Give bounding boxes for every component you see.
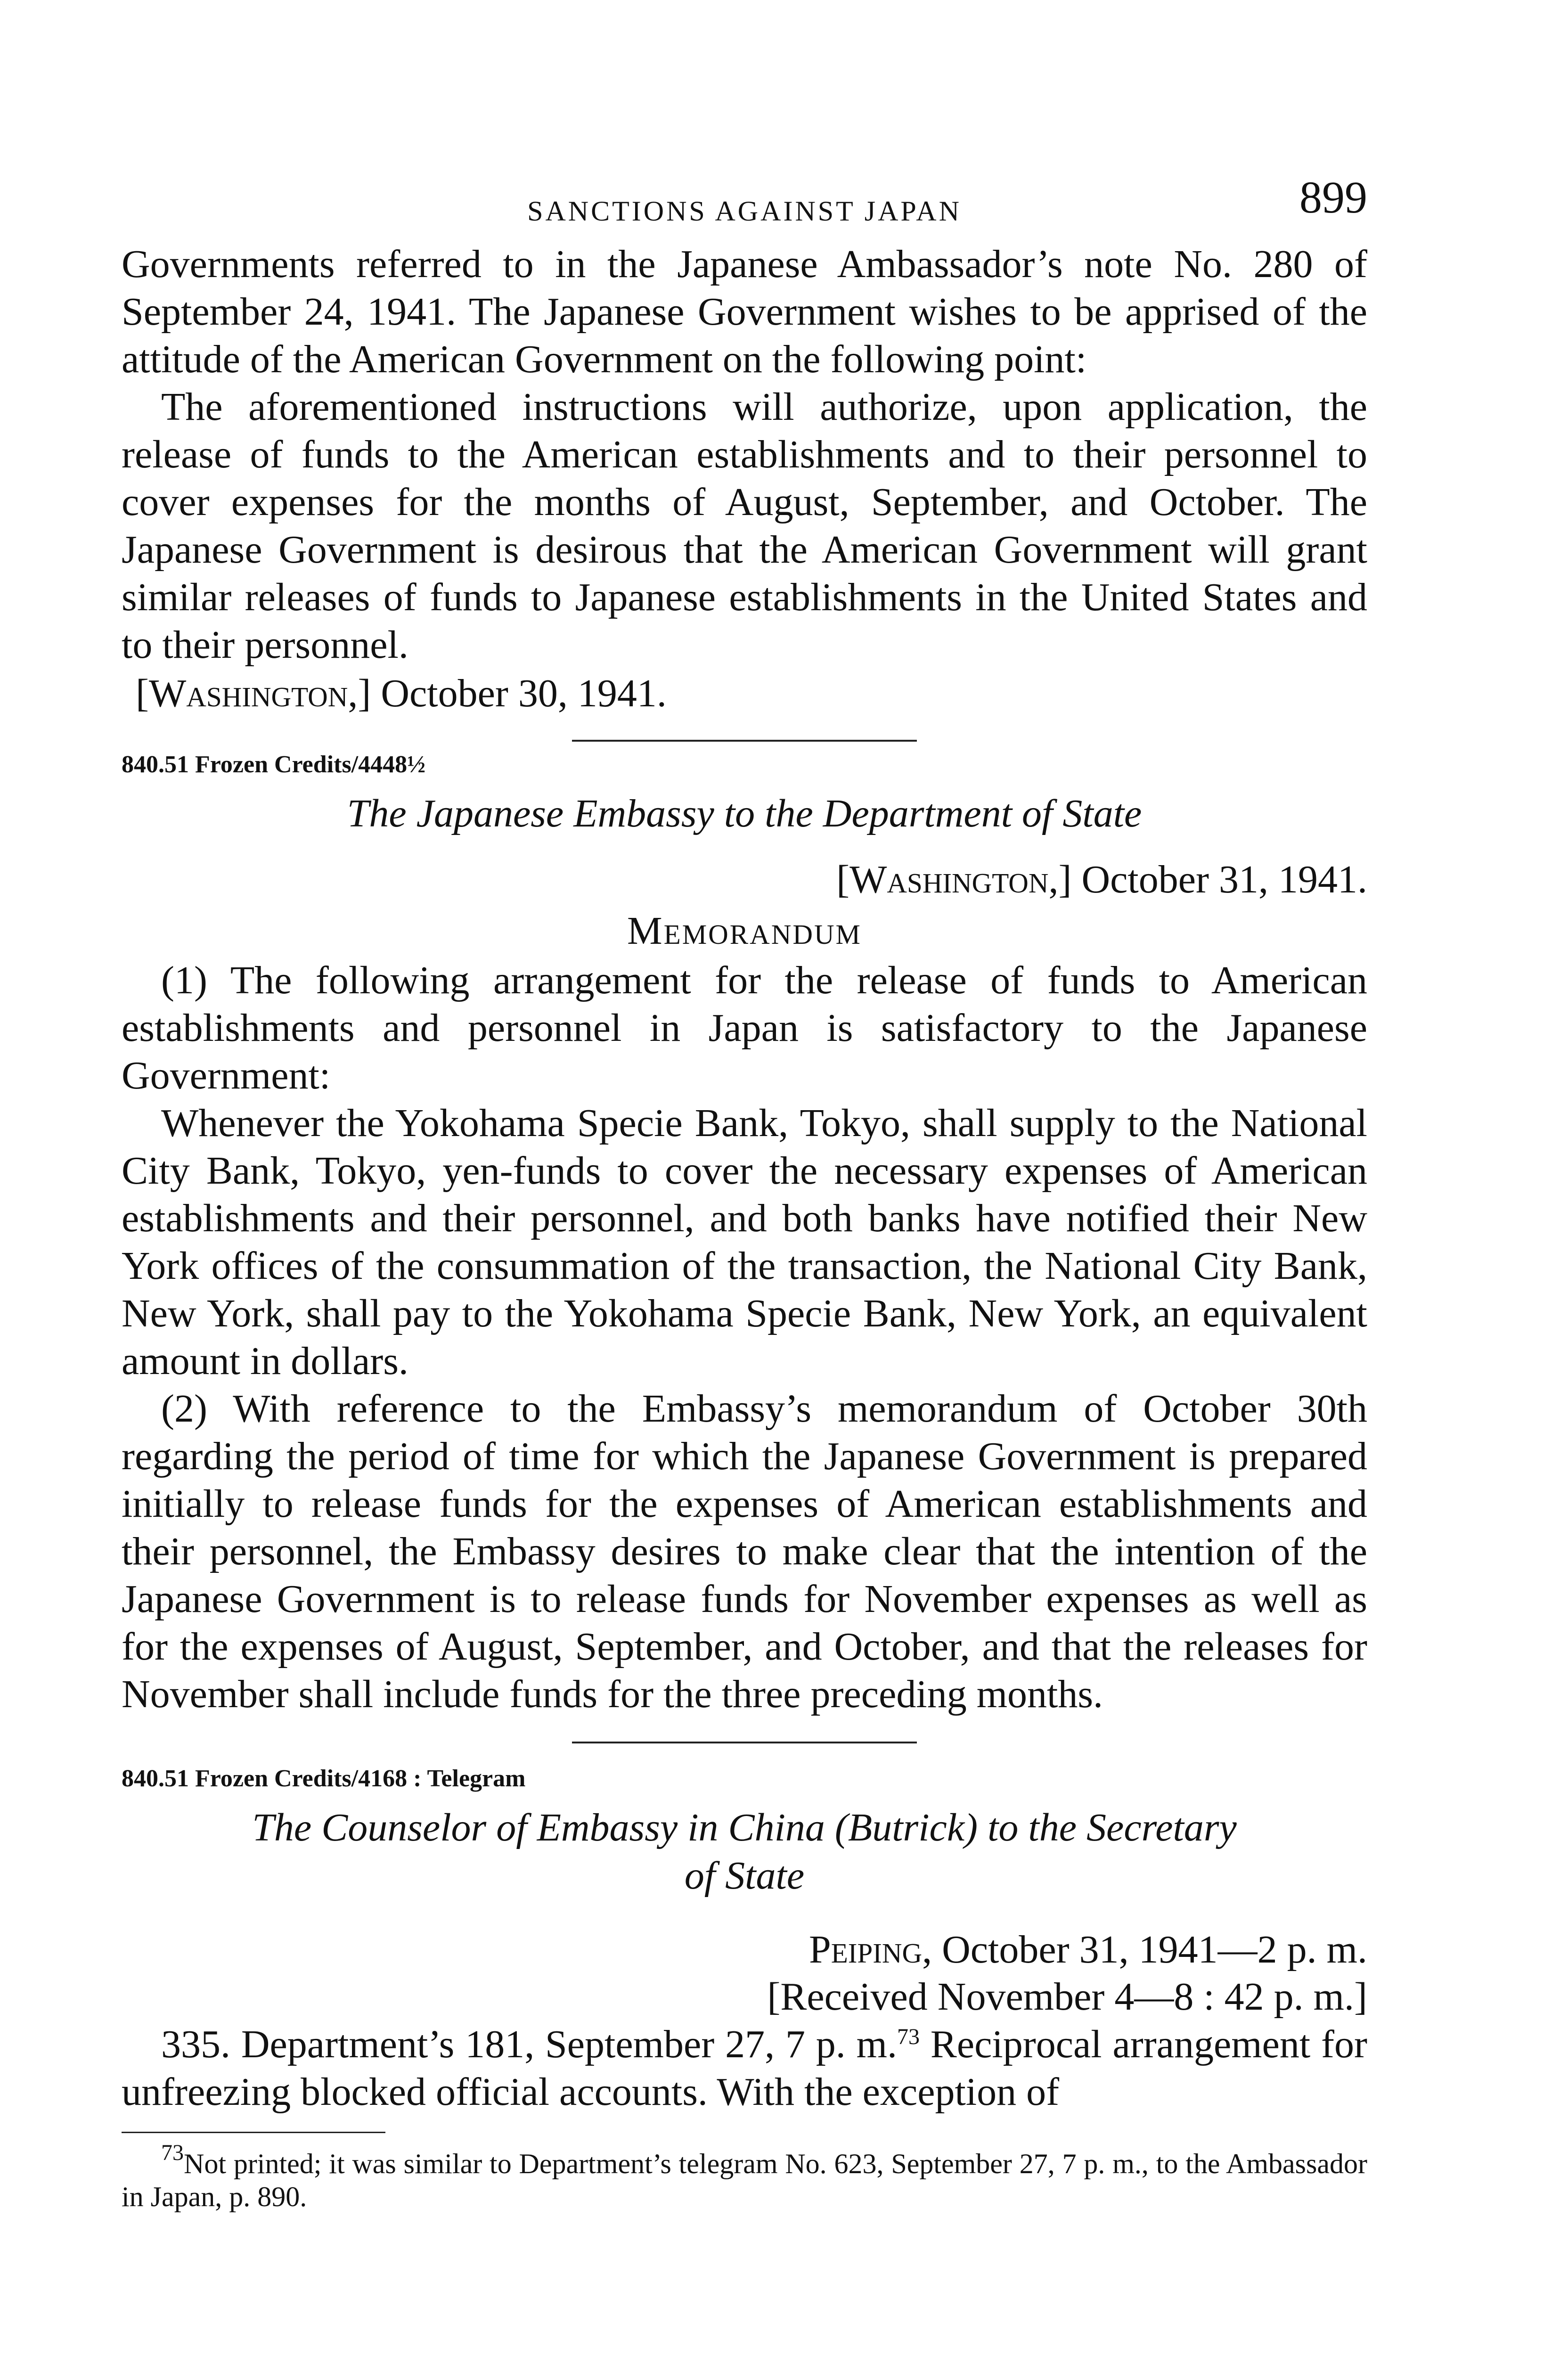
footnote-reference: 73 [897, 2024, 920, 2049]
continued-dateline [136, 670, 1367, 717]
continued-paragraph: The aforementioned instructions will authorize, upon application, the release of funds to the American establishments and to their personnel to cover expenses for the months of August, September, and October. The Japanese Government is desirous that the American Government will grant similar releases of funds to Japanese establishments in the United States and to their personnel. [122, 385, 1367, 667]
continued-paragraph: Governments referred to in the Japanese Ambassador’s note No. 280 of September 24, 1941. The Japanese Government wishes to be apprised of the attitude of the American Government on the following point: [122, 242, 1367, 381]
body-paragraph: Whenever the Yokohama Specie Bank, Tokyo, shall supply to the National City Bank, Tokyo, yen-funds to cover the necessary expenses of American establishments and their personnel, and both banks have notified their New York offices of the consummation of the transaction, the National City Bank, New York, shall pay to the Yokohama Specie Bank, New York, an equivalent amount in dollars. [122, 1101, 1367, 1383]
heading-line: of State [684, 1854, 805, 1898]
dateline-city: Peiping, [809, 1928, 932, 1972]
page-number: 899 [1299, 172, 1367, 222]
telegram-document [122, 1762, 1367, 2116]
footnote-marker: 73 [161, 2140, 184, 2165]
dateline-date: October 31, 1941. [1081, 858, 1367, 901]
paragraph-text: Reciprocal arrangement for unfreezing blocked official accounts. With the exception of [122, 2022, 1367, 2114]
paragraph-text: 335. Department’s 181, September 27, 7 p. m. [161, 2022, 897, 2066]
dateline-date: October 31, 1941—2 p. m. [942, 1928, 1367, 1972]
document-heading: The Japanese Embassy to the Department of State [347, 792, 1142, 835]
memorandum-title: Memorandum [627, 909, 862, 953]
document-page [122, 172, 1367, 2213]
document-heading [122, 1804, 1367, 1900]
dateline-city: [Washington,] [136, 671, 371, 715]
footnote-divider [122, 2132, 385, 2133]
heading-line: The Counselor of Embassy in China (Butrick) to the Secretary [252, 1806, 1237, 1849]
dateline-line [122, 1926, 1367, 1973]
section-divider [572, 1742, 917, 1743]
running-title: SANCTIONS AGAINST JAPAN [527, 196, 962, 227]
telegram-paragraph [122, 2021, 1367, 2116]
continued-memorandum [122, 240, 1367, 717]
section-divider [572, 740, 917, 742]
document-dateline [122, 856, 1367, 903]
body-paragraph: (2) With reference to the Embassy’s memorandum of October 30th regarding the period of time for which the Japanese Government is prepared initially to release funds for the expenses of American establishments and their personnel, the Embassy desires to make clear that the intention of the Japanese Government is to release funds for November expenses as well as for the expenses of August, September, and October, and that the releases for November shall include funds for the three preceding months. [122, 1387, 1367, 1716]
file-reference: 840.51 Frozen Credits/4168 : Telegram [122, 1765, 526, 1792]
dateline-city: [Washington,] [836, 858, 1072, 901]
footnote [122, 2140, 1367, 2213]
telegram-dateline [122, 1926, 1367, 2021]
file-reference: 840.51 Frozen Credits/4448½ [122, 751, 426, 778]
received-line: [Received November 4—8 : 42 p. m.] [767, 1975, 1367, 2019]
embassy-memorandum [122, 748, 1367, 1718]
dateline-date: October 30, 1941. [381, 671, 667, 715]
running-header [122, 172, 1367, 240]
footnote-text: Not printed; it was similar to Department’s telegram No. 623, September 27, 7 p. m., to the Ambassador in Japan, p. 890. [122, 2148, 1367, 2212]
body-paragraph: (1) The following arrangement for the release of funds to American establishments and personnel in Japan is satisfactory to the Japanese Government: [122, 958, 1367, 1097]
